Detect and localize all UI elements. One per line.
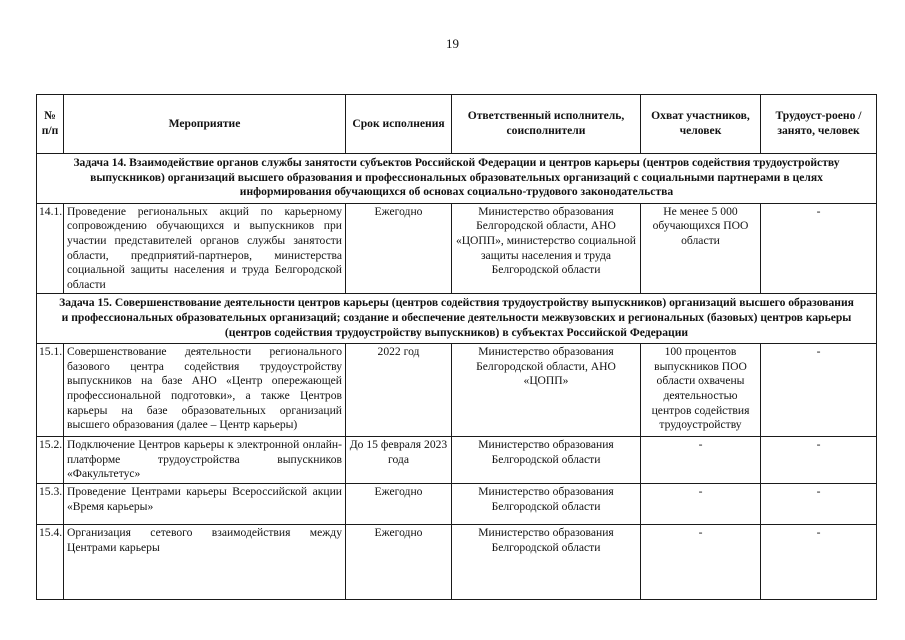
row-employed: - — [761, 344, 877, 437]
row-event: Подключение Центров карьеры к электронной онлайн-платформе трудоустройства выпускников «Факультетус» — [64, 437, 346, 484]
table-row — [37, 483, 877, 524]
task-15-row — [37, 294, 877, 344]
row-num: 15.4. — [37, 524, 64, 599]
row-num: 15.3. — [37, 483, 64, 524]
task-14-title: Задача 14. Взаимодействие органов службы занятости субъектов Российской Федерации и центров карьеры (центров содействия трудоустройству выпускников) организаций высшего образования и профессиональных образовательных организаций с социальными партнерами в целях информирования обучающихся об основах социально-трудового законодательства — [37, 154, 877, 204]
header-event: Мероприятие — [64, 95, 346, 154]
row-employed: - — [761, 524, 877, 599]
row-event: Организация сетевого взаимодействия между Центрами карьеры — [64, 524, 346, 599]
row-num: 15.2. — [37, 437, 64, 484]
table-row — [37, 344, 877, 437]
row-executor: Министерство образования Белгородской области, АНО «ЦОПП» — [452, 344, 641, 437]
table-header-row — [37, 95, 877, 154]
header-executor: Ответственный исполнитель, соисполнители — [452, 95, 641, 154]
row-executor: Министерство образования Белгородской области — [452, 437, 641, 484]
row-coverage: - — [641, 437, 761, 484]
row-executor: Министерство образования Белгородской области — [452, 524, 641, 599]
row-employed: - — [761, 437, 877, 484]
row-term: Ежегодно — [346, 203, 452, 294]
row-employed: - — [761, 203, 877, 294]
table-row — [37, 437, 877, 484]
row-event: Проведение региональных акций по карьерному сопровождению обучающихся и выпускников при участии представителей органов службы занятости области, предприятий-партнеров, министерства социальной защиты населения и труда Белгородской области — [64, 203, 346, 294]
table-row — [37, 524, 877, 599]
row-executor: Министерство образования Белгородской области, АНО «ЦОПП», министерство социальной защиты населения и труда Белгородской области — [452, 203, 641, 294]
row-num: 14.1. — [37, 203, 64, 294]
row-event: Совершенствование деятельности регионального базового центра содействия трудоустройству выпускников на базе АНО «Центр опережающей профессиональной подготовки», а также Центров карьеры на базе образовательных организаций высшего образования (далее – Центр карьеры) — [64, 344, 346, 437]
header-employed: Трудоуст-роено / занято, человек — [761, 95, 877, 154]
task-14-row — [37, 154, 877, 204]
header-num: № п/п — [37, 95, 64, 154]
row-num: 15.1. — [37, 344, 64, 437]
task-15-title: Задача 15. Совершенствование деятельности центров карьеры (центров содействия трудоустройству выпускников) организаций высшего образования и профессиональных образовательных организаций; создание и обеспечение деятельности межвузовских и региональных (базовых) центров карьеры (центров содействия трудоустройству выпускников) в субъектах Российской Федерации — [37, 294, 877, 344]
row-coverage: 100 процентов выпускников ПОО области охвачены деятельностью центров содействия трудоустройству — [641, 344, 761, 437]
row-coverage: - — [641, 524, 761, 599]
table-row — [37, 203, 877, 294]
row-event: Проведение Центрами карьеры Всероссийской акции «Время карьеры» — [64, 483, 346, 524]
row-executor: Министерство образования Белгородской области — [452, 483, 641, 524]
row-employed: - — [761, 483, 877, 524]
header-term: Срок исполнения — [346, 95, 452, 154]
row-coverage: Не менее 5 000 обучающихся ПОО области — [641, 203, 761, 294]
row-term: До 15 февраля 2023 года — [346, 437, 452, 484]
row-term: 2022 год — [346, 344, 452, 437]
page-number: 19 — [446, 36, 459, 51]
row-term: Ежегодно — [346, 483, 452, 524]
plan-table — [36, 94, 877, 600]
row-coverage: - — [641, 483, 761, 524]
header-coverage: Охват участников, человек — [641, 95, 761, 154]
row-term: Ежегодно — [346, 524, 452, 599]
